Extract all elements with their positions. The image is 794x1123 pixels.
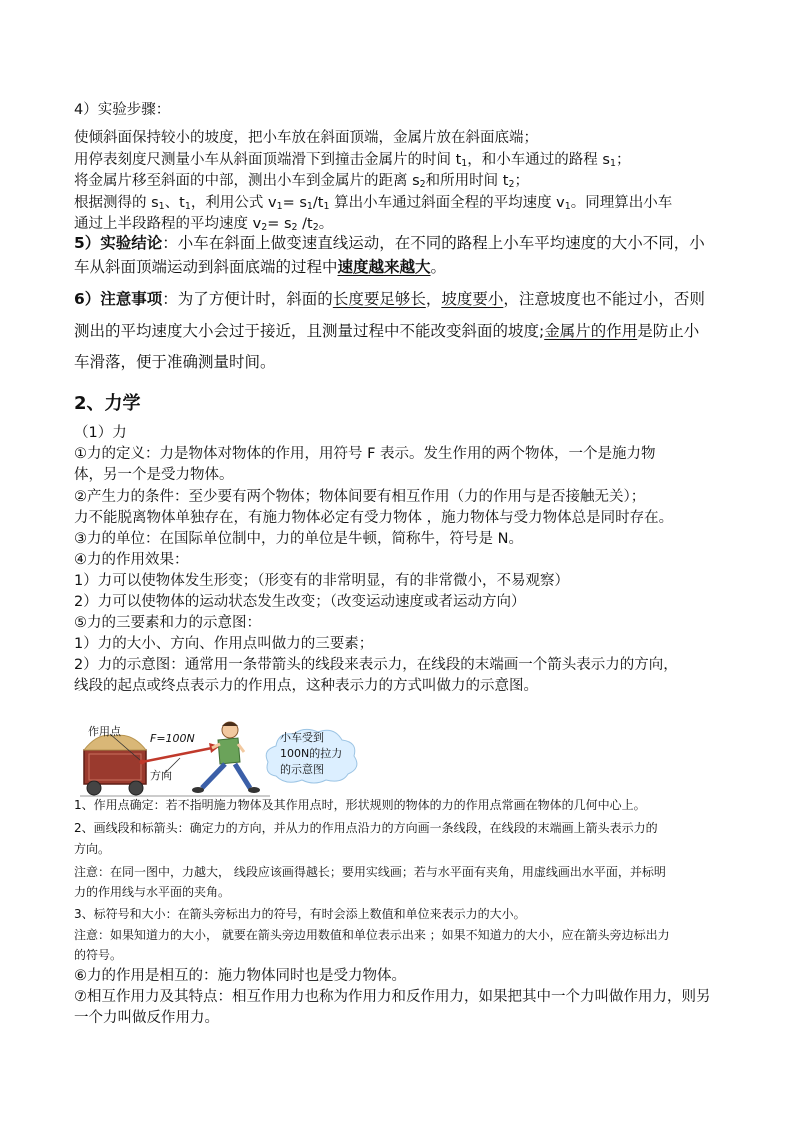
step-point: 1、作用点确定：若不指明施力物体及其作用点时，形状规则的物体的力的作用点常画在物体的几何中心上。 [74,798,646,812]
label-direction: 方向 [150,769,172,782]
person-shoe-front [248,787,260,793]
note-2-line-2: 的符号。 [74,948,123,962]
person-leg-front [235,764,250,788]
person-shoe-back [192,787,204,793]
person-hair [222,722,238,726]
step-segment-1: 2、画线段和标箭头：确定力的方向，并从力的作用点沿力的方向画一条线段，在线段的末端画上箭头表示力的 [74,821,658,835]
force-effect-2: 2）力可以使物体的运动状态发生改变；（改变运动速度或者运动方向） [74,594,526,610]
force-diagram-1: 2）力的示意图：通常用一条带箭头的线段来表示力，在线段的末端画一个箭头表示力的方向， [74,657,678,673]
force-effect-1: 1）力可以使物体发生形变；（形变有的非常明显，有的非常微小，不易观察） [74,573,569,589]
force-condition-1: ②产生力的条件：至少要有两个物体；物体间要有相互作用（力的作用与是否接触无关）； [74,489,646,505]
notes-line-1: 6）注意事项：为了方便计时，斜面的长度要足够长，坡度要小，注意坡度也不能过小，否则 [74,290,705,308]
person-shirt [218,738,240,764]
step-line-5: 通过上半段路程的平均速度 $v_2= s_2$ $/t_2$。 [74,216,334,233]
callout-text: 小车受到 100N的拉力 的示意图 [280,731,343,776]
note-1-line-2: 力的作用线与水平面的夹角。 [74,885,231,899]
notes-line-2: 测出的平均速度大小会过于接近，且测量过程中不能改变斜面的坡度;金属片的作用是防止小 [74,322,700,340]
person-leg-back [202,764,225,788]
force-condition-2: 力不能脱离物体单独存在，有施力物体必定有受力物体 ，施力物体与受力物体总是同时存在。 [74,510,674,526]
force-elements: ⑤力的三要素和力的示意图： [74,615,261,631]
action-reaction-2: 一个力叫做反作用力。 [74,1010,219,1026]
step-line-1: 使倾斜面保持较小的坡度，把小车放在斜面顶端，金属片放在斜面底端； [74,130,538,146]
conclusion-line-2: 车从斜面顶端运动到斜面底端的过程中速度越来越大。 [74,258,447,276]
subsection-force: （1）力 [74,425,127,441]
step-heading: 4）实验步骤： [74,102,171,118]
label-force: F=100N [150,732,195,745]
force-elements-1: 1）力的大小、方向、作用点叫做力的三要素； [74,636,374,652]
cart-body [84,750,146,784]
force-mutual: ⑥力的作用是相互的：施力物体同时也是受力物体。 [74,968,406,984]
force-definition-1: ①力的定义：力是物体对物体的作用，用符号 F 表示。发生作用的两个物体，一个是施力物 [74,446,656,462]
cart-wheel-right [129,781,143,795]
force-diagram-2: 线段的起点或终点表示力的作用点，这种表示力的方式叫做力的示意图。 [74,678,538,694]
force-effects: ④力的作用效果： [74,552,189,568]
force-definition-2: 体，另一个是受力物体。 [74,467,234,483]
label-application-point: 作用点 [88,725,121,738]
force-unit: ③力的单位：在国际单位制中，力的单位是牛顿，简称牛，符号是 N。 [74,531,523,547]
step-segment-2: 方向。 [74,842,111,856]
step-line-4: 根据测得的 $s_1$、$t_1$，利用公式 $v_1= s_1/t_1$ 算出小车通过斜面全程的平均速度 $v_1$。同理算出小车 [74,195,673,212]
note-1-line-1: 注意：在同一图中，力越大， 线段应该画得越长；要用实线画；若与水平面有夹角，用虚线画出水平面，并标明 [74,865,666,879]
step-line-2: 用停表刻度尺测量小车从斜面顶端滑下到撞击金属片的时间 $t_1$，和小车通过的路程 $s_1$； [74,152,631,169]
note-2-line-1: 注意：如果知道力的大小， 就要在箭头旁边用数值和单位表示出来 ；如果不知道力的大小，应在箭头旁边标出力 [74,928,670,942]
action-reaction-1: ⑦相互作用力及其特点：相互作用力也称为作用力和反作用力，如果把其中一个力叫做作用力，则另 [74,989,711,1005]
force-arrow-line [142,748,212,762]
notes-line-3: 车滑落，便于准确测量时间。 [74,353,276,371]
step-line-3: 将金属片移至斜面的中部，测出小车到金属片的距离 $s_2$和所用时间 $t_2$； [74,173,529,190]
step-symbol: 3、标符号和大小：在箭头旁标出力的符号，有时会添上数值和单位来表示力的大小。 [74,907,526,921]
conclusion-line-1: 5）实验结论：小车在斜面上做变速直线运动，在不同的路程上小车平均速度的大小不同，小 [74,234,705,252]
cart-wheel-left [87,781,101,795]
section-heading-mechanics: 2、力学 [74,393,141,414]
